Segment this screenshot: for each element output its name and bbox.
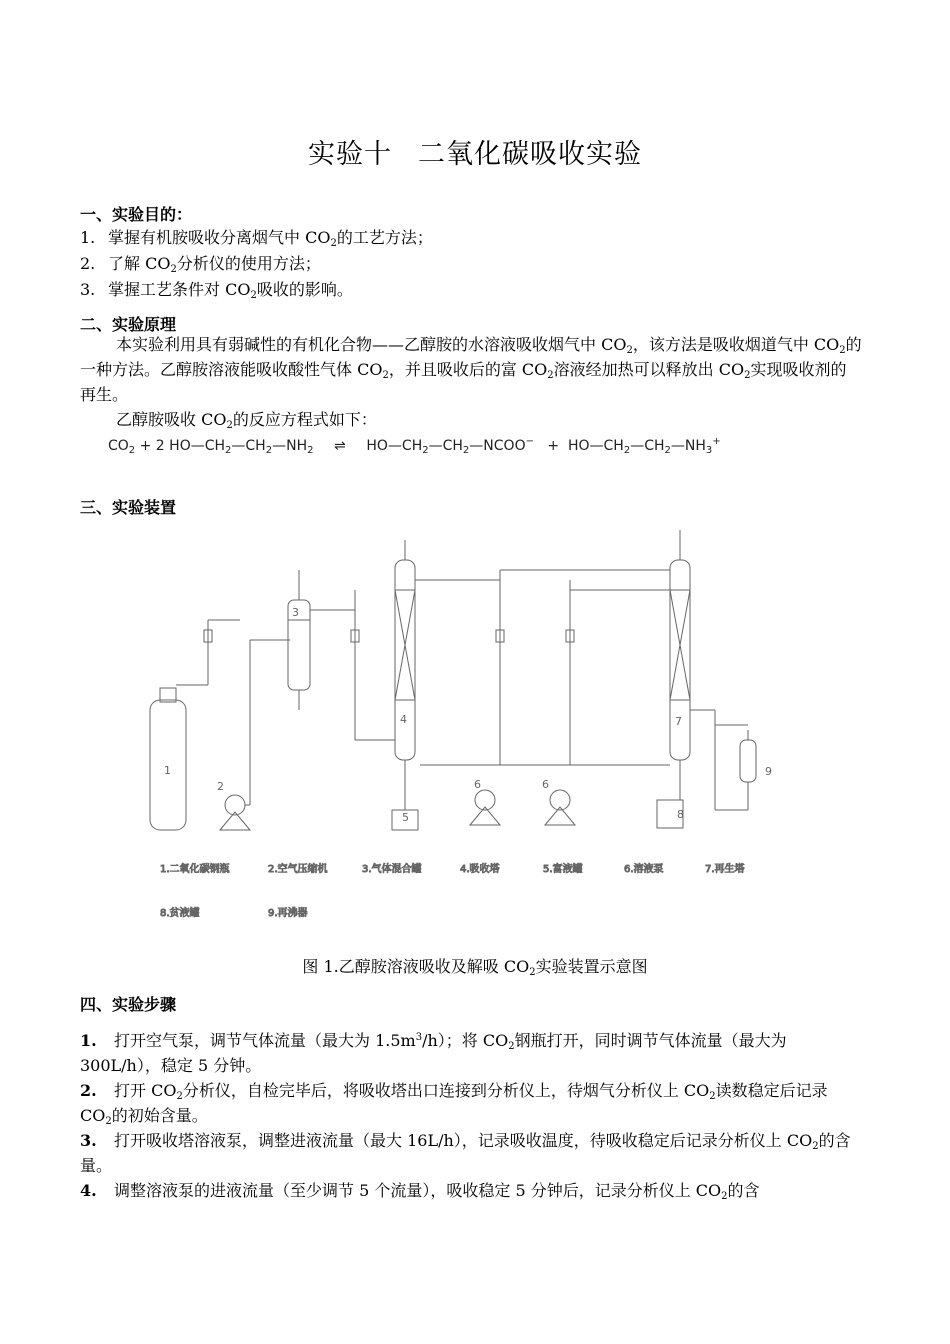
step-3: 3. 打开吸收塔溶液泵，调整进液流量（最大 16L/h），记录吸收温度，待吸收稳定后记录分析仪上 $CO_2$的含量。 <box>80 1131 851 1175</box>
page-title: 实验十 二氧化碳吸收实验 <box>308 139 642 170</box>
regenerator-column <box>657 530 715 828</box>
section4-heading: 四、实验步骤 <box>80 995 177 1014</box>
label-4: 4 <box>400 713 407 726</box>
objective-item-3: 3. 掌握工艺条件对 $CO_2$吸收的影响。 <box>80 280 353 301</box>
label-5: 5 <box>402 811 409 824</box>
objective-item-1: 1. 掌握有机胺吸收分离烟气中 $CO_2$的工艺方法； <box>80 228 433 249</box>
step-2: 2. 打开 $CO_2$分析仪，自检完毕后，将吸收塔出口连接到分析仪上，待烟气分析仪上 $CO_2$读数稳定后记录 $CO_2$的初始含量。 <box>80 1081 828 1127</box>
figure-caption: 图 1.乙醇胺溶液吸收及解吸 $CO_2$实验装置示意图 <box>302 957 648 978</box>
reboiler <box>715 725 756 810</box>
gas-mixing-tank <box>288 570 395 740</box>
svg-text:9.再沸器: 9.再沸器 <box>268 908 308 919</box>
svg-text:1.二氧化碳钢瓶: 1.二氧化碳钢瓶 <box>160 864 230 875</box>
reaction-equation: $CO_2 + 2$ $HO—CH_2—CH_2—NH_2$ ⇌ $HO—CH_2—CH_2—NCOO^-$ + $HO—CH_2—CH_2—NH_3^+$ <box>108 436 721 456</box>
svg-text:2.空气压缩机: 2.空气压缩机 <box>268 864 328 875</box>
svg-text:6.溶液泵: 6.溶液泵 <box>624 864 664 875</box>
label-3: 3 <box>292 606 299 619</box>
objective-item-2: 2. 了解 $CO_2$分析仪的使用方法； <box>80 254 321 275</box>
diagram-legend <box>160 862 745 919</box>
step-4: 4. 调整溶液泵的进液流量（至少调节 5 个流量），吸收稳定 5 分钟后，记录分析仪上 $CO_2$的含 <box>80 1181 760 1202</box>
apparatus-diagram <box>140 520 800 930</box>
svg-text:4.吸收塔: 4.吸收塔 <box>460 864 500 875</box>
section3-heading: 三、实验装置 <box>80 498 177 517</box>
section1-heading: 一、实验目的： <box>80 205 193 224</box>
label-2: 2 <box>217 780 224 793</box>
label-9: 9 <box>765 765 772 778</box>
svg-text:3.气体混合罐: 3.气体混合罐 <box>362 864 422 875</box>
label-6b: 6 <box>542 778 549 791</box>
svg-text:5.富液罐: 5.富液罐 <box>543 864 583 875</box>
label-6a: 6 <box>474 778 481 791</box>
svg-text:8.贫液罐: 8.贫液罐 <box>160 908 200 919</box>
co2-cylinder <box>150 620 240 830</box>
air-compressor <box>220 640 290 830</box>
section2-heading: 二、实验原理 <box>80 315 177 334</box>
label-7: 7 <box>675 715 682 728</box>
label-1: 1 <box>164 764 171 777</box>
principle-paragraph: 本实验利用具有弱碱性的有机化合物——乙醇胺的水溶液吸收烟气中 $CO_2$，该方法是吸收烟道气中 $CO_2$的一种方法。乙醇胺溶液能吸收酸性气体 $CO_2$，并且吸收后的富 $CO_2$溶液经加热可以释放出 $CO_2$实现吸收剂的再生。 乙醇胺吸收 $CO_2$的反应方程式如下： <box>80 335 862 431</box>
svg-text:7.再生塔: 7.再生塔 <box>705 864 745 875</box>
step-1: 1. 打开空气泵，调节气体流量（最大为 $1.5m^3/h$）；将 $CO_2$钢瓶打开，同时调节气体流量（最大为 300L/h），稳定 5 分钟。 <box>80 1031 787 1075</box>
label-8: 8 <box>677 808 684 821</box>
equilibrium-arrow: ⇌ <box>334 438 346 454</box>
absorber-column <box>392 540 500 830</box>
